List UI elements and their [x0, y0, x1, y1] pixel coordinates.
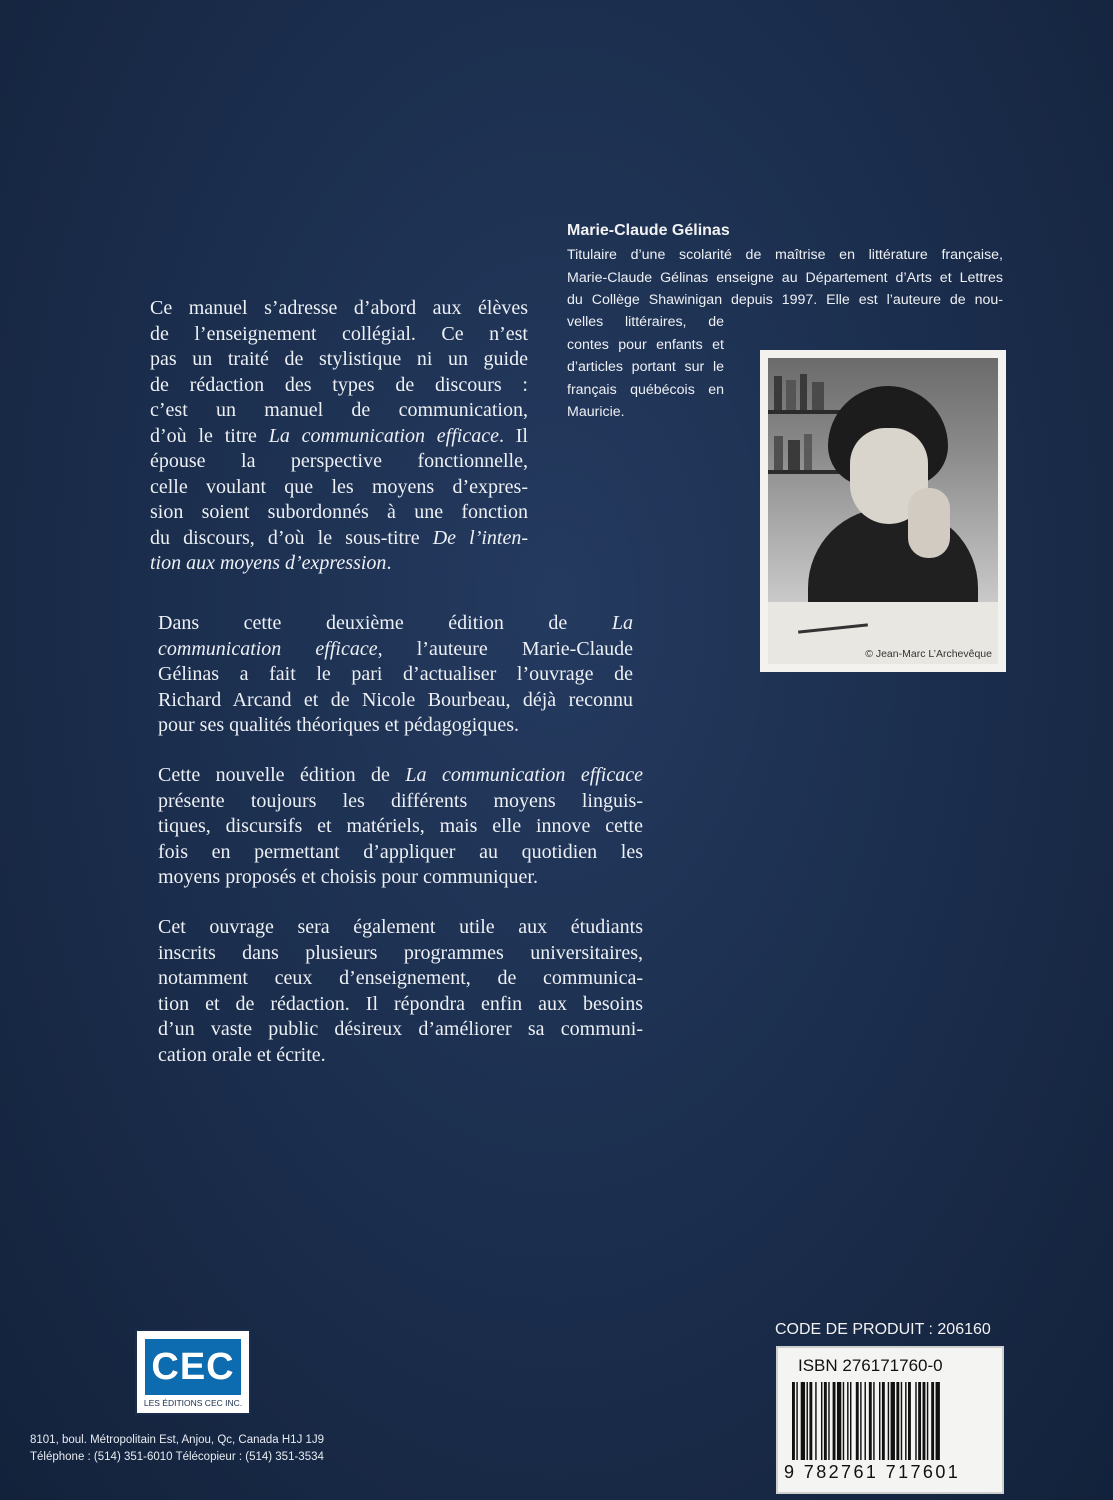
author-photo-image: [768, 358, 998, 664]
phone-line: Téléphone : (514) 351-6010 Télécopieur : (514) 351-3534: [30, 1451, 324, 1463]
barcode-bar: [873, 1382, 874, 1460]
barcode-bar: [801, 1382, 805, 1460]
paragraph-line: celle voulant que les moyens d’expres-: [150, 475, 528, 498]
barcode-bar: [856, 1382, 859, 1460]
description-paragraph-1: [150, 296, 528, 577]
author-bio-line: d’articles portant sur le: [567, 359, 724, 375]
paragraph-line: fois en permettant d’appliquer au quotidien les: [158, 840, 643, 863]
paragraph-line: pas un traité de stylistique ni un guide: [150, 348, 528, 370]
paragraph-line: communication efficace, l’auteure Marie-Claude: [158, 637, 633, 660]
paragraph-line: cation orale et écrite.: [158, 1043, 326, 1066]
paragraph-line: Cet ouvrage sera également utile aux étudiants: [158, 916, 643, 938]
barcode-bar: [915, 1382, 916, 1460]
logo-text: CEC: [151, 1345, 235, 1388]
barcode-bar: [833, 1382, 836, 1460]
barcode-bar: [815, 1382, 816, 1460]
paragraph-line: tion et de rédaction. Il répondra enfin aux besoins: [158, 992, 643, 1015]
barcode-bar: [918, 1382, 921, 1460]
paragraph-line: d’un vaste public désireux d’améliorer sa communi-: [158, 1018, 643, 1040]
barcode-icon: [792, 1382, 992, 1460]
barcode-bar: [860, 1382, 861, 1460]
product-code: CODE DE PRODUIT : 206160: [775, 1321, 991, 1338]
barcode-bar: [828, 1382, 829, 1460]
paragraph-line: c’est un manuel de communication,: [150, 399, 528, 421]
description-paragraph-4: [158, 915, 643, 1068]
barcode-label: [776, 1346, 1004, 1494]
cec-logo-mark: [145, 1339, 241, 1395]
logo-subtitle: LES ÉDITIONS CEC INC.: [143, 1398, 243, 1408]
barcode-bar: [843, 1382, 844, 1460]
author-bio-line: Titulaire d’une scolarité de maîtrise en littérature française,: [567, 247, 1003, 263]
barcode-bar: [891, 1382, 895, 1460]
barcode-bar: [879, 1382, 880, 1460]
paragraph-line: de l’enseignement collégial. Ce n’est: [150, 322, 528, 345]
paragraph-line: du discours, d’où le sous-titre De l’inten-: [150, 526, 529, 549]
barcode-bar: [792, 1382, 795, 1460]
barcode-digits: 9 782761 717601: [784, 1462, 961, 1482]
author-bio: [567, 222, 1003, 312]
paragraph-line: d’où le titre La communication efficace. Il: [150, 424, 528, 447]
barcode-bar: [847, 1382, 848, 1460]
author-bio-line: du Collège Shawinigan depuis 1997. Elle est l’auteure de nou-: [567, 292, 1003, 308]
description-paragraph-3: [158, 763, 643, 891]
barcode-bar: [927, 1382, 928, 1460]
description-paragraph-2: [158, 611, 633, 739]
paragraph-line: Richard Arcand et de Nicole Bourbeau, déjà reconnu: [158, 688, 633, 711]
author-bio-line: Mauricie.: [567, 404, 625, 420]
author-name: Marie-Claude Gélinas: [567, 222, 730, 239]
author-bio-line: Marie-Claude Gélinas enseigne au Département d’Arts et Lettres: [567, 269, 1003, 286]
isbn-text: ISBN 276171760-0: [798, 1356, 943, 1375]
barcode-bar: [865, 1382, 866, 1460]
barcode-bar: [796, 1382, 797, 1460]
barcode-bar: [936, 1382, 940, 1460]
paragraph-line: tiques, discursifs et matériels, mais elle innove cette: [158, 815, 643, 837]
paragraph-line: de rédaction des types de discours :: [150, 373, 528, 396]
publisher-logo: [135, 1329, 251, 1415]
paragraph-line: moyens proposés et choisis pour communiquer.: [158, 866, 538, 888]
paragraph-line: pour ses qualités théoriques et pédagogiques.: [158, 714, 520, 736]
publisher-address: [30, 1432, 324, 1466]
author-bio-line: contes pour enfants et: [567, 336, 724, 353]
author-bio-continued: [567, 311, 724, 424]
barcode-bar: [908, 1382, 911, 1460]
barcode-bar: [809, 1382, 812, 1460]
paragraph-line: tion aux moyens d’expression.: [150, 552, 392, 574]
paragraph-line: Gélinas a fait le pari d’actualiser l’ouvrage de: [158, 663, 633, 685]
paragraph-line: inscrits dans plusieurs programmes universitaires,: [158, 941, 643, 964]
barcode-bar: [869, 1382, 872, 1460]
author-photo: [760, 350, 1006, 672]
barcode-bar: [896, 1382, 899, 1460]
photo-credit: © Jean-Marc L’Archevêque: [865, 648, 992, 660]
author-bio-line: velles littéraires, de: [567, 314, 724, 330]
paragraph-line: sion soient subordonnés à une fonction: [150, 501, 528, 523]
paragraph-line: Dans cette deuxième édition de La: [158, 612, 633, 634]
barcode-bar: [931, 1382, 934, 1460]
paragraph-line: notamment ceux d’enseignement, de communica-: [158, 967, 643, 989]
address-line: 8101, boul. Métropolitain Est, Anjou, Qc, Canada H1J 1J9: [30, 1434, 325, 1446]
paragraph-line: Ce manuel s’adresse d’abord aux élèves: [150, 297, 528, 319]
barcode-bar: [837, 1382, 841, 1460]
barcode-bar: [821, 1382, 822, 1460]
paragraph-line: Cette nouvelle édition de La communication efficace: [158, 764, 643, 786]
paragraph-line: présente toujours les différents moyens linguis-: [158, 789, 643, 812]
barcode-bar: [905, 1382, 906, 1460]
barcode-bar: [824, 1382, 827, 1460]
author-bio-line: français québécois en: [567, 381, 724, 398]
barcode-bar: [882, 1382, 885, 1460]
barcode-bar: [850, 1382, 851, 1460]
barcode-bar: [923, 1382, 926, 1460]
paragraph-line: épouse la perspective fonctionnelle,: [150, 450, 528, 472]
barcode-bar: [901, 1382, 902, 1460]
barcode-bar: [807, 1382, 808, 1460]
barcode-bar: [888, 1382, 889, 1460]
